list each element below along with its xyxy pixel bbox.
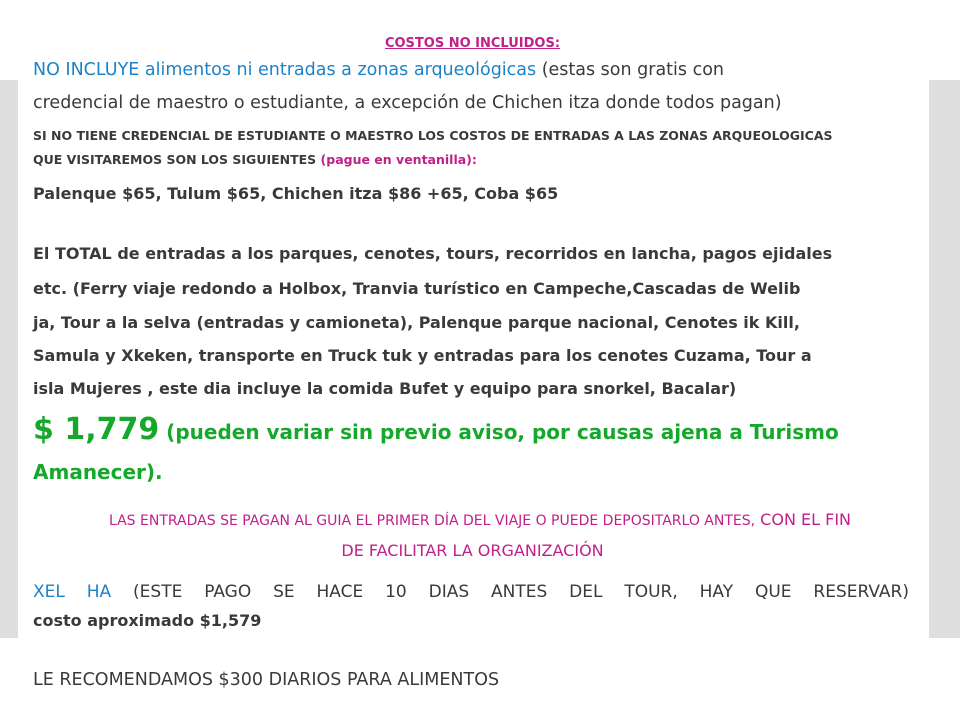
food-recommendation: LE RECOMENDAMOS $300 DIARIOS PARA ALIMENTOS — [33, 670, 500, 690]
archaeological-prices: Palenque $65, Tulum $65, Chichen itza $86 +65, Coba $65 — [33, 184, 559, 203]
amount-disclaimer-end: Amanecer). — [33, 460, 163, 484]
total-line-1: El TOTAL de entradas a los parques, cenotes, tours, recorridos en lancha, pagos ejidales — [33, 244, 833, 263]
payment-note-purpose: CON EL FIN — [755, 510, 851, 529]
not-included-lead: NO INCLUYE alimentos ni entradas a zonas arqueológicas — [33, 60, 537, 80]
total-line-3: ja, Tour a la selva (entradas y camioneta), Palenque parque nacional, Cenotes ik Kill, — [33, 313, 800, 332]
total-amount: $ 1,779 — [33, 412, 160, 447]
total-line-4: Samula y Xkeken, transporte en Truck tuk y entradas para los cenotes Cuzama, Tour a — [33, 346, 812, 365]
pay-at-window-note: (pague en ventanilla): — [316, 152, 477, 167]
payment-note-line-2: DE FACILITAR LA ORGANIZACIÓN — [341, 541, 604, 560]
not-included-rest: (estas son gratis con — [536, 60, 724, 80]
xelha-note: (ESTE PAGO SE HACE 10 DIAS ANTES DEL TOUR, HAY QUE RESERVAR) — [111, 582, 909, 602]
amount-disclaimer: (pueden variar sin previo aviso, por causas ajena a Turismo — [159, 420, 839, 444]
total-line-2: etc. (Ferry viaje redondo a Holbox, Tranvia turístico en Campeche,Cascadas de Welib — [33, 279, 801, 298]
not-included-line-2: credencial de maestro o estudiante, a excepción de Chichen itza donde todos pagan) — [33, 93, 782, 113]
credential-note-text: QUE VISITAREMOS SON LOS SIGUIENTES — [33, 152, 317, 167]
xelha-cost: costo aproximado $1,579 — [33, 611, 262, 630]
xelha-name: XEL HA — [33, 582, 112, 602]
not-included-line-1 — [33, 60, 724, 80]
payment-note-line-1 — [0, 510, 960, 529]
credential-note-line-1: SI NO TIENE CREDENCIAL DE ESTUDIANTE O MAESTRO LOS COSTOS DE ENTRADAS A LAS ZONAS ARQUEOLOGICAS — [33, 128, 833, 143]
total-line-5: isla Mujeres , este dia incluye la comida Bufet y equipo para snorkel, Bacalar) — [33, 379, 737, 398]
total-amount-line — [33, 412, 839, 447]
credential-note-line-2 — [33, 152, 477, 167]
heading: COSTOS NO INCLUIDOS: — [384, 36, 561, 51]
xelha-line — [33, 582, 909, 602]
payment-note-text: LAS ENTRADAS SE PAGAN AL GUIA EL PRIMER DÍA DEL VIAJE O PUEDE DEPOSITARLO ANTES, — [108, 513, 756, 529]
